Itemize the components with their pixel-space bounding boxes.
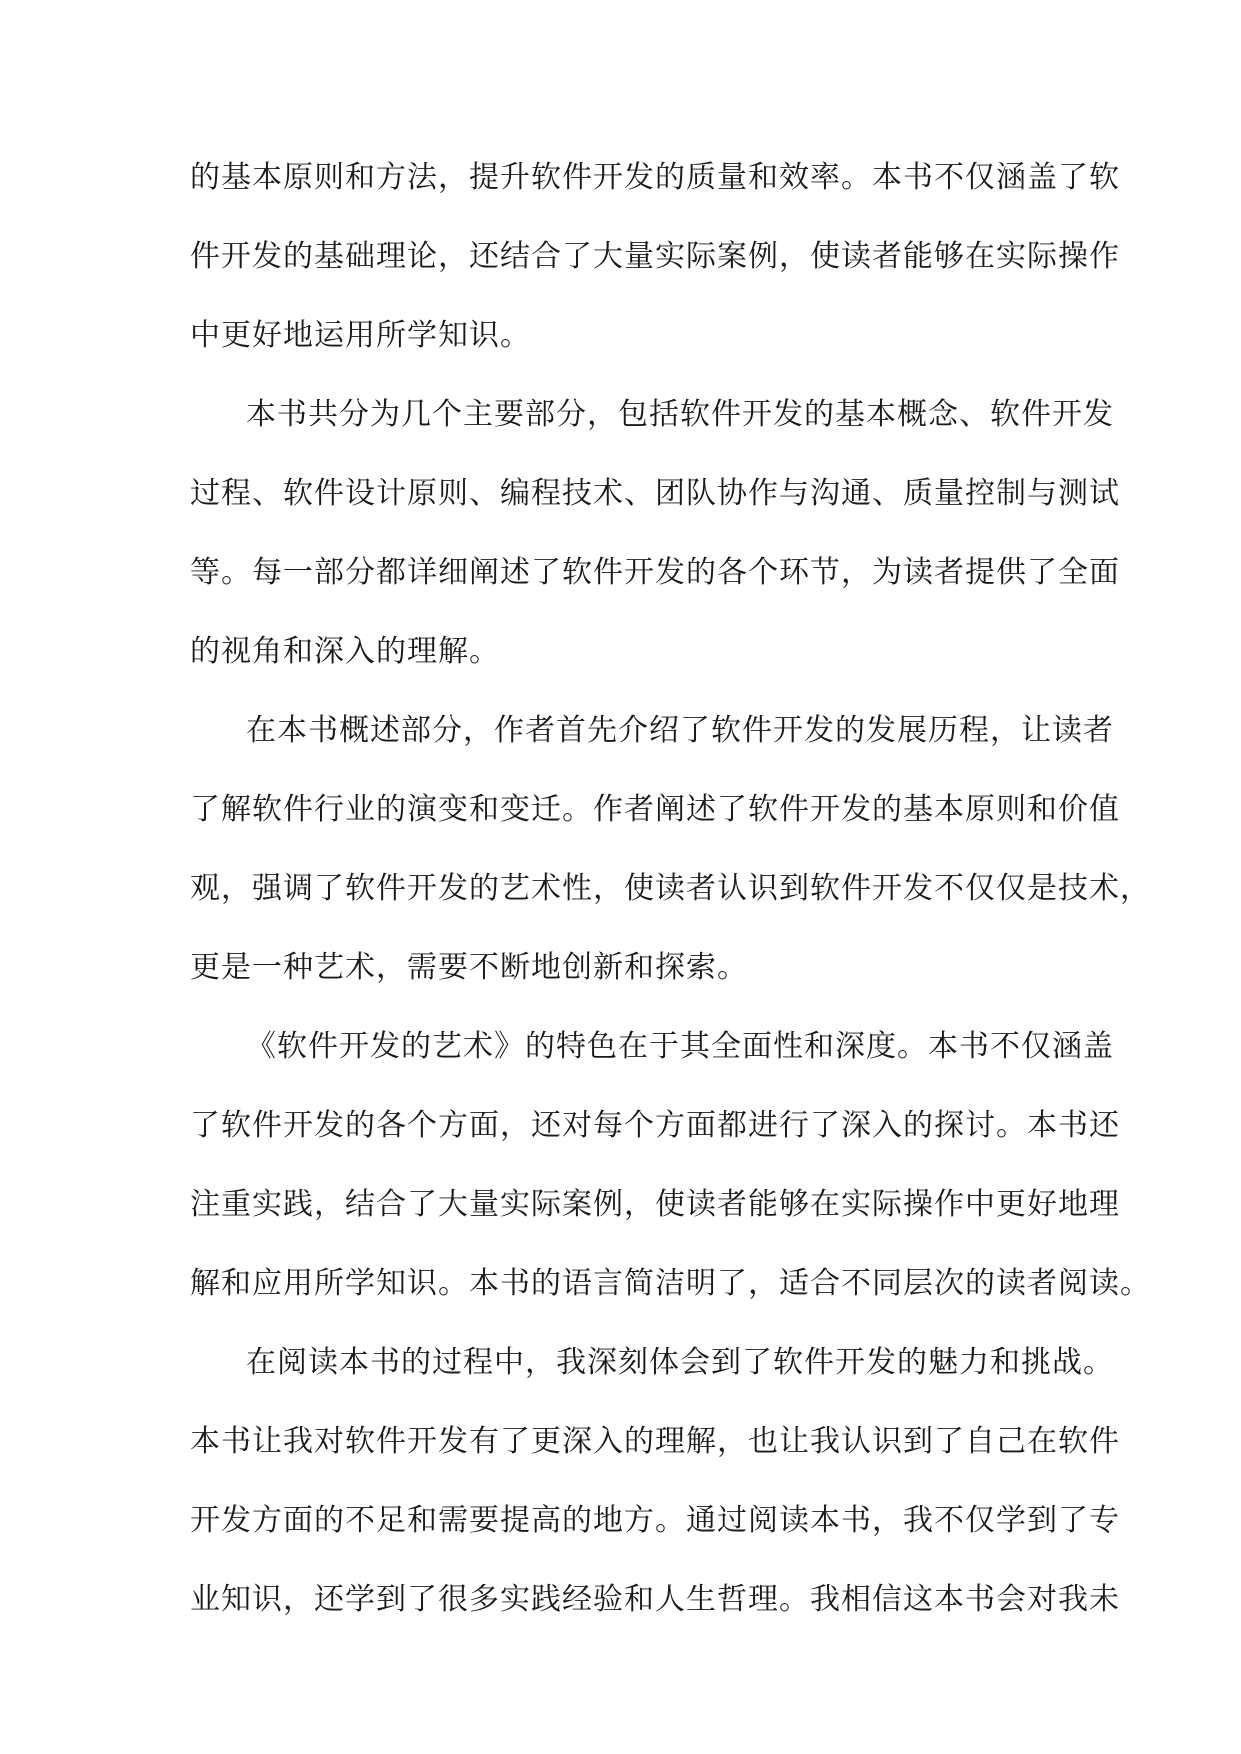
text-line: 过程、软件设计原则、编程技术、团队协作与沟通、质量控制与测试 [190,476,1120,511]
text-line: 等。每一部分都详细阐述了软件开发的各个环节，为读者提供了全面 [190,555,1120,590]
paragraph-first-line: 《软件开发的艺术》的特色在于其全面性和深度。本书不仅涵盖 [246,1029,1114,1064]
text-line: 的视角和深入的理解。 [190,634,500,669]
text-line: 更是一种艺术，需要不断地创新和探索。 [190,950,748,985]
paragraph-first-line: 在本书概述部分，作者首先介绍了软件开发的发展历程，让读者 [246,713,1114,748]
body-text [190,138,1151,1639]
text-line: 本书让我对软件开发有了更深入的理解，也让我认识到了自己在软件 [190,1424,1120,1459]
text-line: 观，强调了软件开发的艺术性，使读者认识到软件开发不仅仅是技术， [190,871,1151,906]
text-line: 件开发的基础理论，还结合了大量实际案例，使读者能够在实际操作 [190,239,1120,274]
text-line: 的基本原则和方法，提升软件开发的质量和效率。本书不仅涵盖了软 [190,160,1120,195]
text-line: 了解软件行业的演变和变迁。作者阐述了软件开发的基本原则和价值 [190,792,1120,827]
paragraph-first-line: 本书共分为几个主要部分，包括软件开发的基本概念、软件开发 [246,397,1114,432]
text-line: 解和应用所学知识。本书的语言简洁明了，适合不同层次的读者阅读。 [190,1266,1151,1301]
text-line: 了软件开发的各个方面，还对每个方面都进行了深入的探讨。本书还 [190,1108,1120,1143]
text-line: 中更好地运用所学知识。 [190,318,531,353]
paragraph-first-line: 在阅读本书的过程中，我深刻体会到了软件开发的魅力和挑战。 [246,1345,1114,1380]
text-line: 注重实践，结合了大量实际案例，使读者能够在实际操作中更好地理 [190,1187,1120,1222]
text-line: 业知识，还学到了很多实践经验和人生哲理。我相信这本书会对我未 [190,1582,1120,1617]
text-line: 开发方面的不足和需要提高的地方。通过阅读本书，我不仅学到了专 [190,1503,1120,1538]
